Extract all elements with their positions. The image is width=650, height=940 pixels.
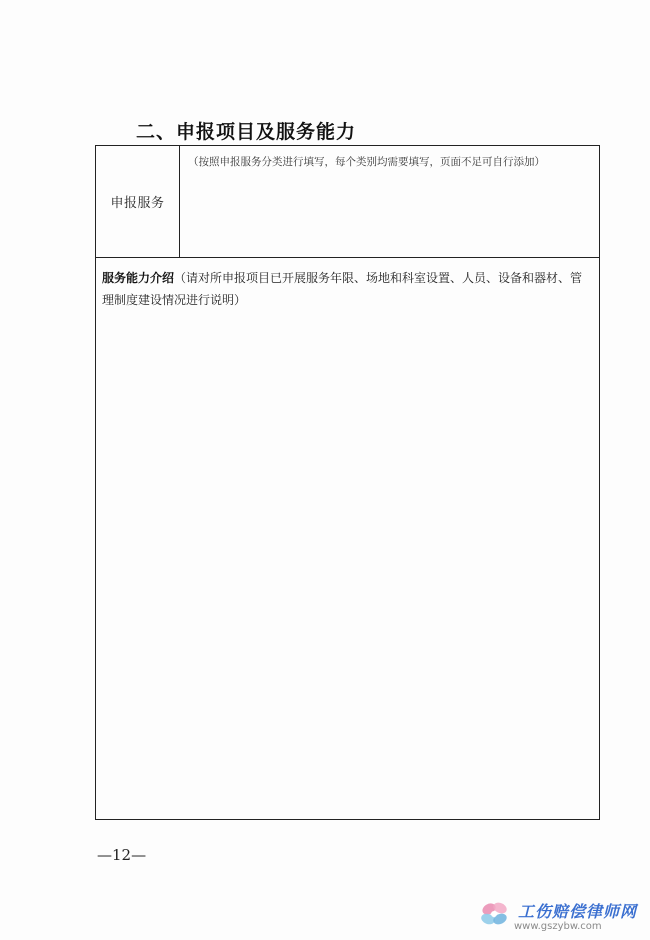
watermark-url[interactable]: www.gszybw.com — [514, 921, 602, 932]
capability-description — [102, 267, 592, 311]
page-number: —12— — [97, 846, 147, 864]
capability-hint: （请对所申报项目已开展服务年限、场地和科室设置、人员、设备和器材、管理制度建设情况进行说明） — [102, 271, 583, 307]
service-hint: （按照申报服务分类进行填写，每个类别均需要填写，页面不足可自行添加） — [188, 156, 545, 168]
service-content-cell[interactable] — [180, 146, 599, 257]
watermark — [478, 895, 646, 937]
service-label-cell — [96, 146, 180, 257]
capability-row[interactable] — [96, 258, 599, 819]
section-title: 二、申报项目及服务能力 — [136, 121, 357, 143]
watermark-title: 工伤赔偿律师网 — [518, 902, 638, 921]
flower-logo-icon — [478, 899, 512, 929]
service-row — [96, 146, 599, 258]
service-label: 申报服务 — [110, 196, 165, 211]
capability-label: 服务能力介绍 — [102, 271, 175, 285]
application-form-table — [95, 145, 600, 820]
